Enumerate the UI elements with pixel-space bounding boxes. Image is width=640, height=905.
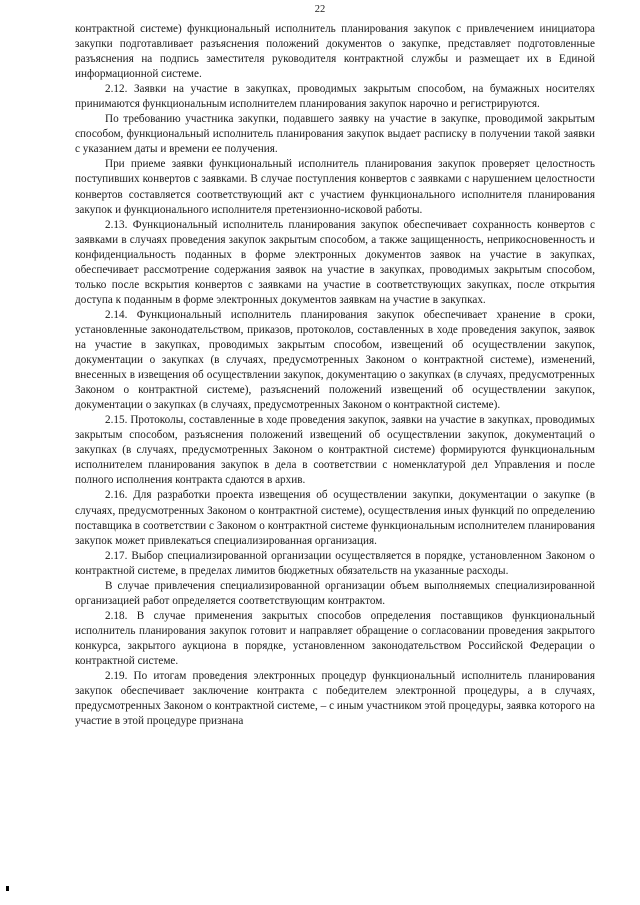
paragraph-envelope-check: При приеме заявки функциональный исполнитель планирования закупок проверяет целостность поступивших конвертов с заявками. В случае поступления конвертов с заявками с нарушением целостности конвертов составляется соответствующий акт с участием функционального исполнителя планирования закупок и функционального исполнителя претензионно-исковой работы.: [75, 158, 595, 216]
paragraph-2-14: 2.14. Функциональный исполнитель планирования закупок обеспечивает хранение в сроки, установленные законодательством, приказов, протоколов, составленных в ходе проведения закупок, заявок на участие в закупках, проводимых закрытым способом, извещений об осуществлении закупок, документации о закупках (в случаях, предусмотренных Законом о контрактной системе), изменений, внесенных в извещения об осуществлении закупок, документацию о закупках (в случаях, предусмотренных Законом о контрактной системе), разъяснений положений извещений об осуществлении закупок, документации о закупках (в случаях, предусмотренных Законом о контрактной системе).: [75, 308, 595, 412]
paragraph-2-17: 2.17. Выбор специализированной организации осуществляется в порядке, установленном Законом о контрактной системе, в пределах лимитов бюджетных обязательств на указанные расходы.: [75, 549, 595, 577]
document-body: [75, 22, 595, 729]
paragraph-2-15: 2.15. Протоколы, составленные в ходе проведения закупок, заявки на участие в закупках, проводимых закрытым способом, разъяснения положений извещений об осуществлении закупок, документаций о закупках (в случаях, предусмотренных Законом о контрактной системе) формируются функциональным исполнителем планирования закупок в дела в соответствии с номенклатурой дел Управления и после полного исполнения контракта сдаются в архив.: [75, 414, 595, 487]
paragraph-receipt: По требованию участника закупки, подавшего заявку на участие в закупке, проводимой закрытым способом, функциональный исполнитель планирования закупок выдает расписку в получении такой заявки с указанием даты и времени ее получения.: [75, 113, 595, 156]
page-number: 22: [314, 4, 326, 15]
paragraph-2-19: 2.19. По итогам проведения электронных процедур функциональный исполнитель планирования закупок обеспечивает заключение контракта с победителем электронной процедуры, а в случаях, предусмотренных Законом о контрактной системе, – с иным участником этой процедуры, заявка которого на участие в этой процедуре признана: [75, 670, 595, 728]
paragraph-2-18: 2.18. В случае применения закрытых способов определения поставщиков функциональный исполнитель планирования закупок готовит и направляет обращение о согласовании проведения закрытого конкурса, закрытого аукциона в порядке, установленном законодательством Российской Федерации о контрактной системе.: [75, 609, 595, 667]
paragraph-continuation: контрактной системе) функциональный исполнитель планирования закупок с привлечением инициатора закупки подготавливает разъяснения положений документов о закупке, представляет подготовленные разъяснения на подпись заместителя руководителя контрактной службы и размещает их в Единой информационной системе.: [75, 23, 595, 81]
paragraph-2-16: 2.16. Для разработки проекта извещения об осуществлении закупки, документации о закупке (в случаях, предусмотренных Законом о контрактной системе), осуществления иных функций по определению поставщика в соответствии с Законом о контрактной системе функциональным исполнителем планирования закупок может привлекаться специализированная организация.: [75, 489, 595, 547]
paragraph-2-13: 2.13. Функциональный исполнитель планирования закупок обеспечивает сохранность конвертов с заявками в случаях проведения закупок закрытым способом, а также защищенность, неприкосновенность и конфиденциальность поданных в форме электронных документов заявок на участие в закупках, обеспечивает рассмотрение содержания заявок на участие в закупках, проводимых закрытым способом, только после вскрытия конвертов с заявками на участие в соответствующих закупках, после открытия доступа к поданным в форме электронных документов заявкам на участие в закупках.: [75, 218, 595, 306]
paragraph-2-12: 2.12. Заявки на участие в закупках, проводимых закрытым способом, на бумажных носителях принимаются функциональным исполнителем планирования закупок нарочно и регистрируются.: [75, 83, 595, 111]
scan-artifact-dot: [6, 886, 9, 891]
paragraph-specialized-org: В случае привлечения специализированной организации объем выполняемых специализированной организацией работ определяется соответствующим контрактом.: [75, 579, 595, 607]
